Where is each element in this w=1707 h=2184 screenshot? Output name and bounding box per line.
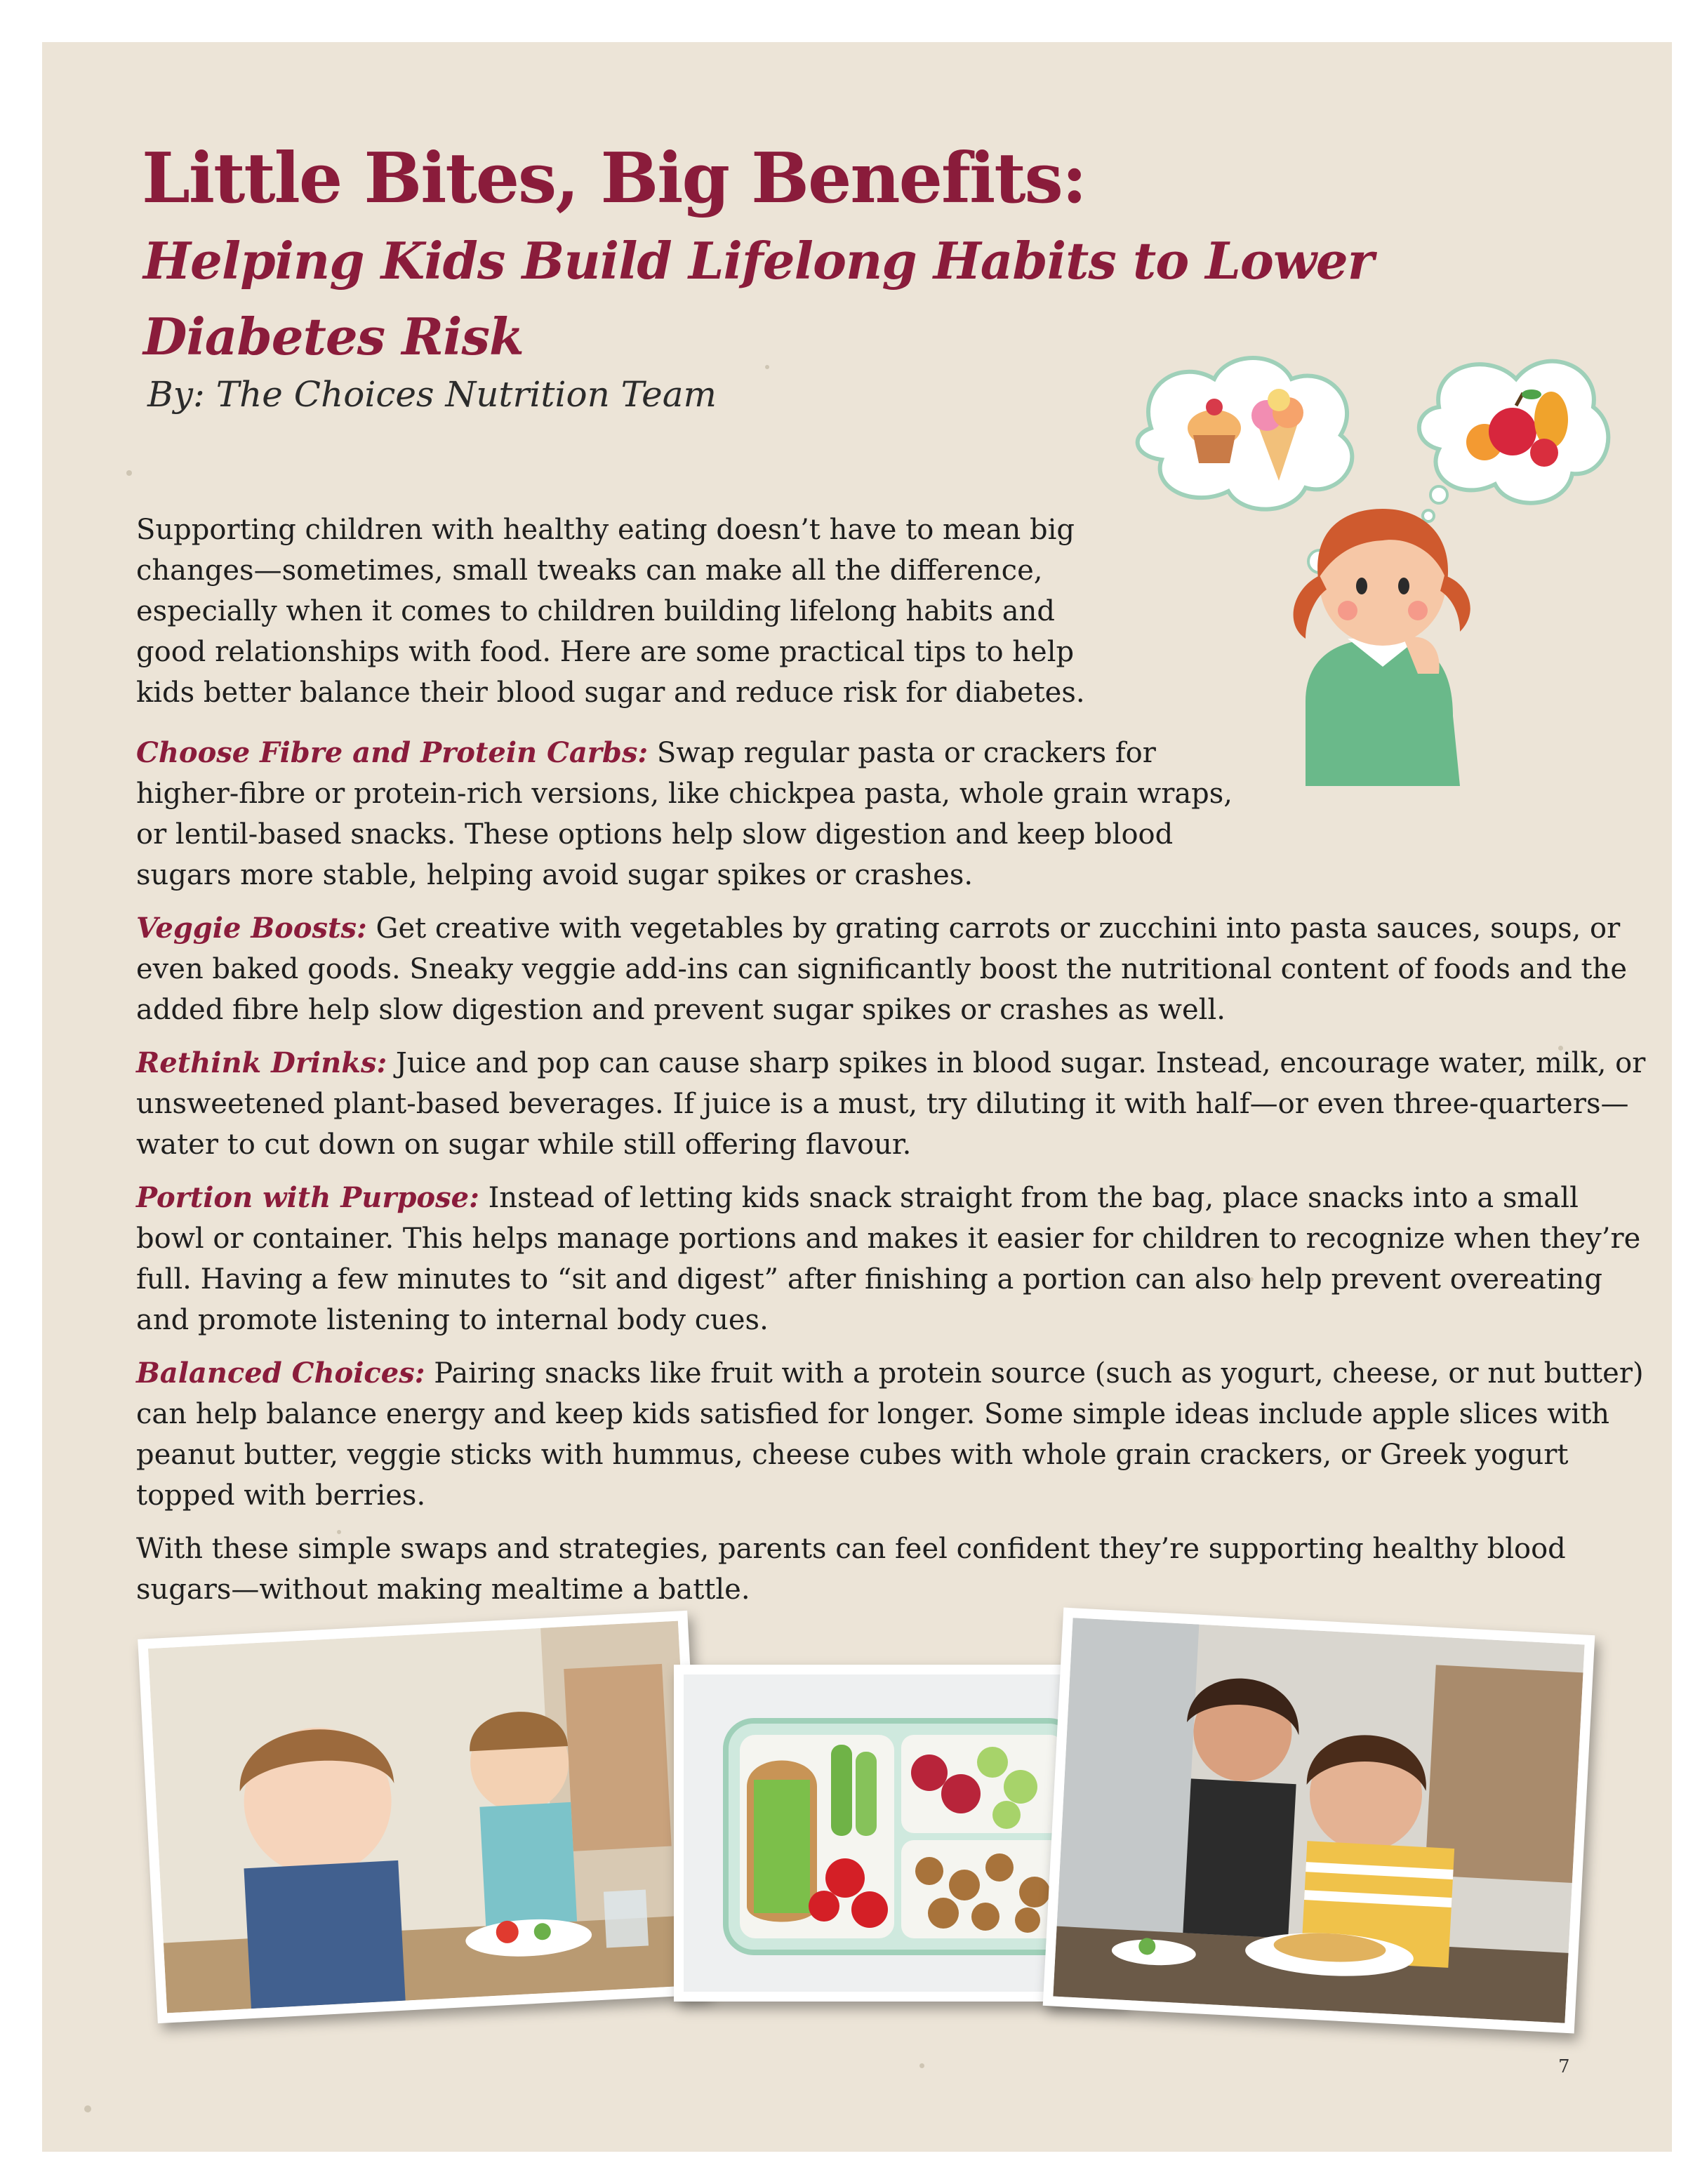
tip-heading: Rethink Drinks: <box>136 1046 387 1079</box>
photo-family-pasta <box>1043 1608 1595 2034</box>
thought-bubble-dot <box>1430 486 1447 503</box>
tip-heading: Choose Fibre and Protein Carbs: <box>136 736 649 769</box>
tip-text: Juice and pop can cause sharp spikes in blood sugar. Instead, encourage water, milk, or unsweetened plant-based beverages. If juice is a must, try diluting it with half—or even three-quarters—water to cut down on sugar while still offering flavour. <box>136 1047 1646 1161</box>
tip-heading: Portion with Purpose: <box>136 1181 479 1214</box>
magazine-page <box>42 42 1672 2152</box>
paper-speck <box>919 2063 924 2068</box>
thought-bubble-dot <box>1423 510 1434 521</box>
tip-fibre-protein <box>136 733 1259 895</box>
tip-portion-purpose <box>136 1178 1652 1340</box>
conclusion-paragraph: With these simple swaps and strategies, parents can feel confident they’re supporting healthy blood sugars—without making mealtime a battle. <box>136 1533 1566 1606</box>
tip-text: Swap regular pasta or crackers for higher-fibre or protein-rich versions, like chickpea pasta, whole grain wraps, or lentil-based snacks. These options help slow digestion and keep blood sugars more stable, helping avoid sugar spikes or crashes. <box>136 737 1233 891</box>
thought-cloud-fruit <box>1419 361 1608 503</box>
tip-veggie-boosts <box>136 908 1652 1030</box>
intro-paragraph: Supporting children with healthy eating doesn’t have to mean big changes—sometimes, small tweaks can make all the difference, especially when it comes to children building lifelong habits and good relationships with food. Here are some practical tips to help kids better balance their blood sugar and reduce risk for diabetes. <box>136 514 1085 709</box>
tip-rethink-drinks <box>136 1043 1652 1165</box>
tip-text: Get creative with vegetables by grating carrots or zucchini into pasta sauces, soups, or even baked goods. Sneaky veggie add-ins can significantly boost the nutritional content of foods and the added fibre help slow digestion and prevent sugar spikes or crashes as well. <box>136 912 1628 1026</box>
article-title: Little Bites, Big Benefits: <box>142 138 1086 219</box>
tip-text: Instead of letting kids snack straight from the bag, place snacks into a small bowl or container. This helps manage portions and makes it easier for children to recognize when they’re full. Having a few minutes to “sit and digest” after finishing a portion can also help prevent overeating and promote listening to internal body cues. <box>136 1182 1641 1336</box>
tips-section <box>136 733 1652 1623</box>
article-subtitle: Helping Kids Build Lifelong Habits to Lower Diabetes Risk <box>143 231 1374 366</box>
paper-speck <box>126 470 132 476</box>
tip-text: Pairing snacks like fruit with a protein source (such as yogurt, cheese, or nut butter) can help balance energy and keep kids satisfied for longer. Some simple ideas include apple slices with peanut butter, veggie sticks with hummus, cheese cubes with whole grain crackers, or Greek yogurt topped with berries. <box>136 1357 1644 1512</box>
thinking-girl-illustration <box>1095 337 1614 800</box>
tip-heading: Balanced Choices: <box>136 1357 425 1390</box>
paper-speck <box>84 2105 91 2112</box>
thought-cloud-sweets <box>1138 358 1353 510</box>
photo-girls-eating <box>138 1611 708 2023</box>
tip-heading: Veggie Boosts: <box>136 912 367 945</box>
tip-balanced-choices <box>136 1353 1652 1516</box>
page-number: 7 <box>1558 2056 1570 2077</box>
article-byline: By: The Choices Nutrition Team <box>147 374 717 415</box>
